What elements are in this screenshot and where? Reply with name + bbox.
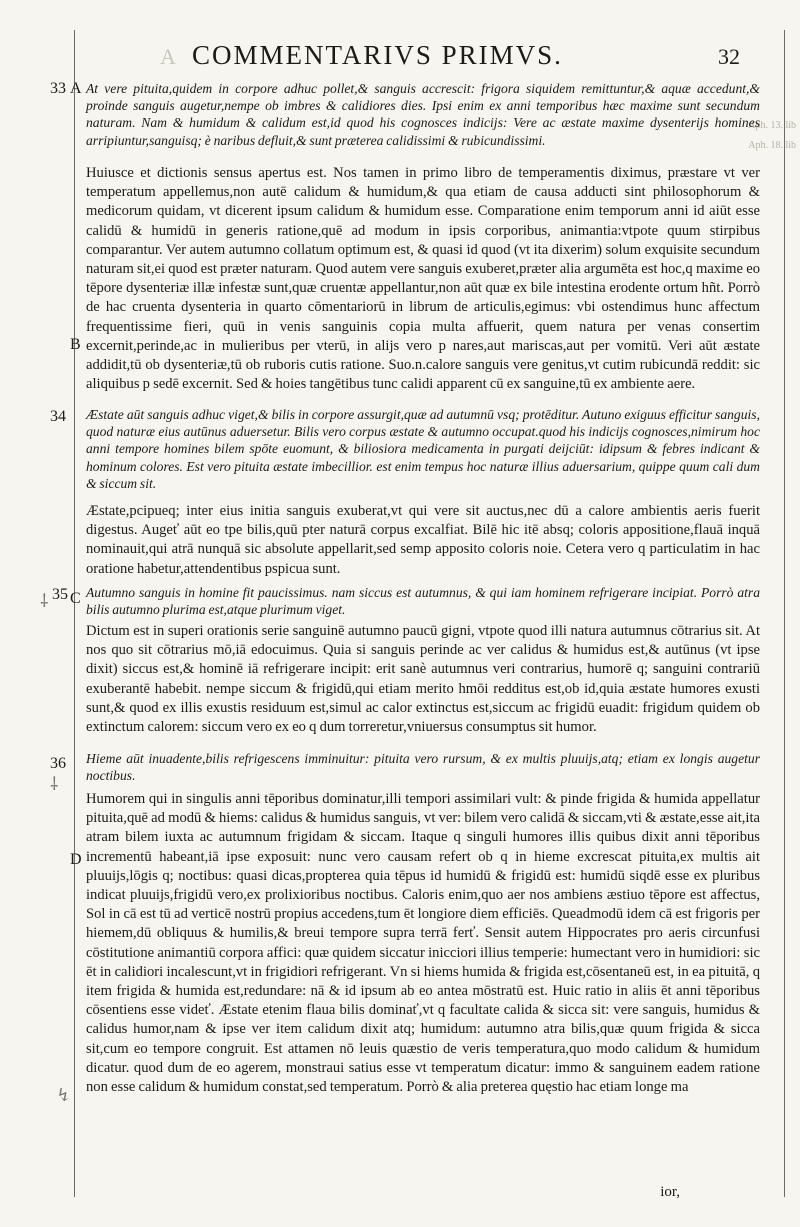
- section-letter-b: B: [70, 336, 81, 353]
- section-letter-d: D: [70, 851, 82, 868]
- commentary-33: Huiusce et dictionis sensus apertus est. Nos tamen in primo libro de temperamentis diximus, præstare vt ver temperatum appellemus,non autē calidum & humidum,& qua etiam de causa adducti sint philosophorum & medicorum quidam, vt dicerent ipsum calidum & humidum esse. Comparatione enim temporum anni id aiūt esse calidū & humidū in generis ratione,quē ad modum in ipsis corporibus, animantia:vtpote quum stirpibus comparantur. Ver autem autumno collatum optimum est, & quasi id quod (vt ita dixerim) solum exquisite secundum naturam sit,ei quod est præter naturam. Quod autem vere sanguis exuberet,præter alia argumēta est hoc,q maxime eo tēpore dysenteriæ illæ infestæ sunt,quæ cruentæ appellantur,non aūt quæ ex bile intestina erodente ortum hñt. Porrò de hac cruenta dysenteria in quarto cōmentariorū in librum de articulis,egimus: vbi ostendimus hunc affectum frequentissime fieri, quū in venis sanguinis copia multa affuerit, quem natura per venas consertim excernit,perinde,ac in mulieribus per vterū, in alijs vero p nares,aut mariscas,aut per vomitū. Veri aūt æstate addidit,tū ob dysenteriæ,tū ob ruboris cutis ratione. Suo.n.calore sanguis vere genitus,vt cutim rubicundā reddit: sic aliquibus p sedē excernit. Sed & hoies tangētibus tunc calidi apparent cū ex sanguine,tū ex ambiente aere.: [86, 165, 760, 393]
- commentary-36: Humorem qui in singulis anni tēporibus dominatur,illi tempori assimilari vult: & pinde frigida & humida appellatur pituita,quē ad modū & hiems: calidus & humidus sanguis, vt ver: bilem vero calidā & siccam,vti & æstate,esse ait,ita atram bilem iuxta ac autumnum frigidam & siccam. Itaque q singuli humores illis quibus dixit anni tēporibus incrementū habeant,iā ipse exposuit: nunc vero causam refert ob q in hieme excrescat pituita,ex multis ait pluuijs,lōgis q; noctibus: quasi dicas,propterea quia tēpus id humidū & frigidū est: humidū siqdē esse ex pluribus indicat pluuijs,frigidū vero,ex prolixioribus noctibus. Caloris enim,quo aer nos ambiens æstiuo tēpore est affectus, Sol in cā est tū ad verticē nostrū propius accedens,tum ēt longiore diem efficiēs. Queadmodū idem cā est frigoris per hiemem,dū obliquus & humilis,& breui tempore supra terrā ferť. Sensit autem Hippocrates pro aeris circunfusi cōstitutione animantiū corpora affici: quæ quidem siccatur inicciori illius temperie: humectant vero in humidiori: sic ēt in calidiori incalescunt,vt in frigidiori refrigerant. Vn si hiems humida & frigida est,cōsentaneū est, in ea pituitā, q item frigida & humida est,redundare: nā & id ipsum ab eo antea mōstratū est. Huic ratio in aliis ēt anni tēporibus cōsentiens esse videť. Æstate etenim flaua bilis dominať,vt q facultate calida & sicca sit: vere sanguis, humidus & calidus humor,nam & ipse ver item calidum dixit atq; humidum: autumno atra bilis,quæ quum frigida & sicca sit,cum eo tempore congruit. Est attamen nō leuis quæstio de veris temperatura,quo modo calidum & humidum dicatur. quod dum de eo agerem, monstraui satius esse vt temperatum dicatur: immo & sanguinem eadem ratione non esse calidum & humidum constat,sed temperatum. Porrò & alia preterea quęstio hac etiam longe ma: [86, 791, 760, 1096]
- aphorism-number-34: 34: [50, 408, 66, 425]
- bleed-note-1: Aph. 13. lib: [748, 120, 796, 131]
- header-ghost-letter: A: [160, 44, 178, 69]
- page-number: 32: [718, 44, 740, 69]
- running-title: COMMENTARIVS PRIMVS.: [192, 40, 563, 70]
- handwritten-mark-35: ⸸: [40, 591, 49, 611]
- bleed-note-2: Aph. 18. lib: [748, 140, 796, 151]
- aphorism-34-text: Æstate aūt sanguis adhuc viget,& bilis in corpore assurgit,quæ ad autumnū vsq; protēditur. Autuno exiguus efficitur sanguis, quod naturæ eius autūnus aduersetur. Bilis vero corpus æstate & autumno occupat.quod his indicijs cognosces,nimirum hoc anni tempore homines bilem spōte euomunt, & biliosiora medicamenta in purgati deijciūt: idipsum & febres indicant & hominum colores. Est vero pituita æstate imbecillior. est enim tempus hoc naturæ illius aduersarium, quippe quum cali dum & siccum sit.: [86, 407, 760, 491]
- aphorism-number-35: 35: [52, 586, 68, 603]
- commentary-35: Dictum est in superi orationis serie sanguinē autumno paucū gigni, vtpote quod illi natura autumnus cōtrarius sit. At nos quo sit cōtrarius mō,iā edocuimus. Quia si sanguis perinde ac ver calidus & humidus est,& autūnus (vt ipse dixit) siccus est,& hominē iā refrigerare incipit: erit sanè autumnus veri contrarius, humorē q; sanguini contrariū exuberantē habebit. nempe siccum & frigidū,qui etiam merito hmōi redditus est,ob id,quia æstate humores exusti sunt,& quod ex illis exustis residuum est,simul ac calor extinctus est,siccum ac frigidū euadit: frigidum quidem ob extinctum calorem: siccum vero ex eo q dum torreretur,vniuersus consumptus sit humor.: [86, 623, 760, 736]
- aphorism-number-33: 33: [50, 80, 66, 97]
- aphorism-35-text: Autumno sanguis in homine fit paucissimus. nam siccus est autumnus, & qui iam hominem refrigerare incipiat. Porrò atra bilis autumno plurima est,atque plurimum viget.: [86, 585, 760, 618]
- handwritten-mark-bottom: ↯: [56, 1085, 72, 1105]
- aphorism-number-36: 36: [50, 755, 66, 772]
- commentary-34: Æstate,pcipueq; inter eius initia sanguis exuberat,vt qui vere sit auctus,nec dū a calore ambientis aeris fuerit digestus. Augeť aūt eo tpe bilis,quū pter naturā corpus excalfiat. Bilē hic itē absq; coloris appositione,flauā inquā nominauit,qui atrā nunquā sic absolute appellarit,sed semp apposito coloris noie. Cetera vero q particulatim in hac oratione habetur,attendentibus pspicua sunt.: [86, 503, 760, 577]
- right-margin-rule: [784, 30, 785, 1197]
- aphorism-33-text: At vere pituita,quidem in corpore adhuc pollet,& sanguis accrescit: frigora siquidem remittuntur,& aquæ accedunt,& proinde sanguis augetur,nempe ob imbres & calidiores dies. Ipsi enim ex anni temporibus hæc maxime sunt secundum naturam. Nam & humidum & calidum est,id quod his cognosces indicijs: Vere ac æstate maxime dysenterijs homines arripiuntur,sanguisq; è naribus defluit,& sunt præterea calidissimi & rubicundissimi.: [86, 81, 760, 148]
- handwritten-mark-36: ⸸: [50, 774, 59, 794]
- section-letter-a: A: [70, 80, 82, 97]
- aphorism-36-text: Hieme aūt inuadente,bilis refrigescens imminuitur: pituita vero rursum, & ex multis pluuijs,atq; etiam ex longis augetur noctibus.: [86, 751, 760, 784]
- section-letter-c: C: [70, 590, 81, 607]
- left-margin-rule: [74, 30, 75, 1197]
- catchword: ior,: [660, 1184, 680, 1200]
- running-header: [160, 38, 740, 72]
